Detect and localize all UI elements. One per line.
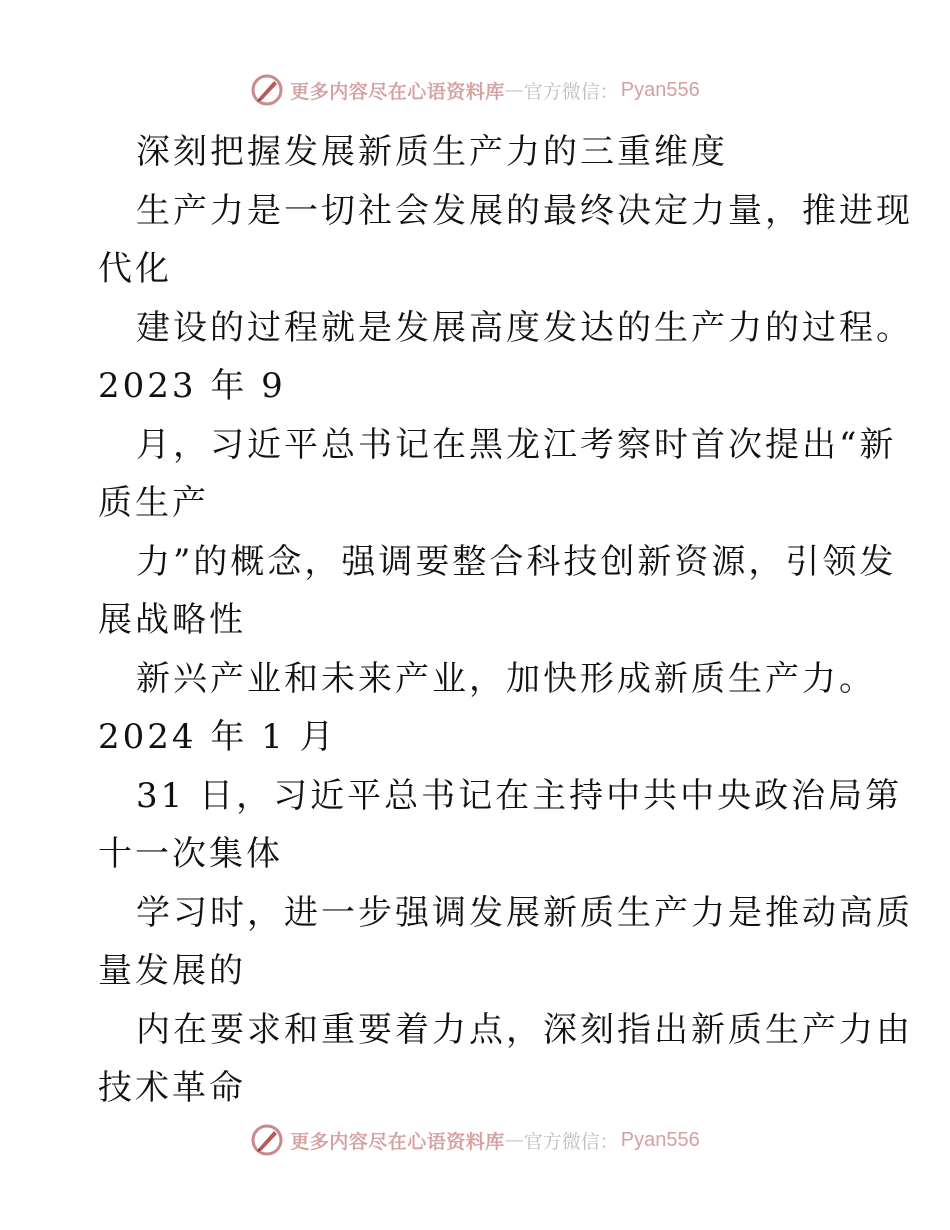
quill-pen-logo-icon bbox=[250, 73, 284, 107]
header-watermark bbox=[0, 70, 950, 110]
watermark-wechat-label: 官方微信： bbox=[523, 1130, 619, 1153]
text-line: 量发展的 bbox=[98, 951, 246, 991]
footer-watermark bbox=[0, 1120, 950, 1160]
text-line: 十一次集体 bbox=[98, 834, 283, 874]
text-line: 展战略性 bbox=[98, 600, 246, 640]
watermark-text: 更多内容尽在心语资料库 bbox=[290, 80, 505, 103]
watermark-wechat-label: 官方微信： bbox=[523, 80, 619, 103]
text-line: 力”的概念，强调要整合科技创新资源，引领发 bbox=[136, 541, 897, 582]
watermark-separator: — bbox=[504, 79, 524, 101]
text-line: 新兴产业和未来产业，加快形成新质生产力。 bbox=[136, 658, 876, 699]
text-line: 31 日，习近平总书记在主持中共中央政治局第 bbox=[136, 775, 903, 816]
text-line: 生产力是一切社会发展的最终决定力量，推进现 bbox=[136, 190, 913, 231]
text-line: 学习时，进一步强调发展新质生产力是推动高质 bbox=[136, 892, 913, 933]
watermark-wechat-id: Pyan556 bbox=[620, 78, 700, 101]
text-line: 月，习近平总书记在黑龙江考察时首次提出“新 bbox=[136, 424, 897, 465]
text-line: 2023 年 9 bbox=[98, 366, 286, 406]
text-line: 代化 bbox=[98, 249, 172, 289]
watermark-text: 更多内容尽在心语资料库 bbox=[290, 1130, 505, 1153]
document-body bbox=[98, 123, 913, 1118]
document-title: 深刻把握发展新质生产力的三重维度 bbox=[136, 132, 728, 172]
watermark-wechat-id: Pyan556 bbox=[620, 1128, 700, 1151]
text-line: 质生产 bbox=[98, 483, 209, 523]
quill-pen-logo-icon bbox=[250, 1123, 284, 1157]
watermark-separator: — bbox=[504, 1129, 524, 1151]
text-line: 技术革命 bbox=[98, 1068, 246, 1108]
text-line: 建设的过程就是发展高度发达的生产力的过程。 bbox=[136, 307, 913, 348]
text-line: 内在要求和重要着力点，深刻指出新质生产力由 bbox=[136, 1009, 913, 1050]
text-line: 2024 年 1 月 bbox=[98, 717, 337, 757]
